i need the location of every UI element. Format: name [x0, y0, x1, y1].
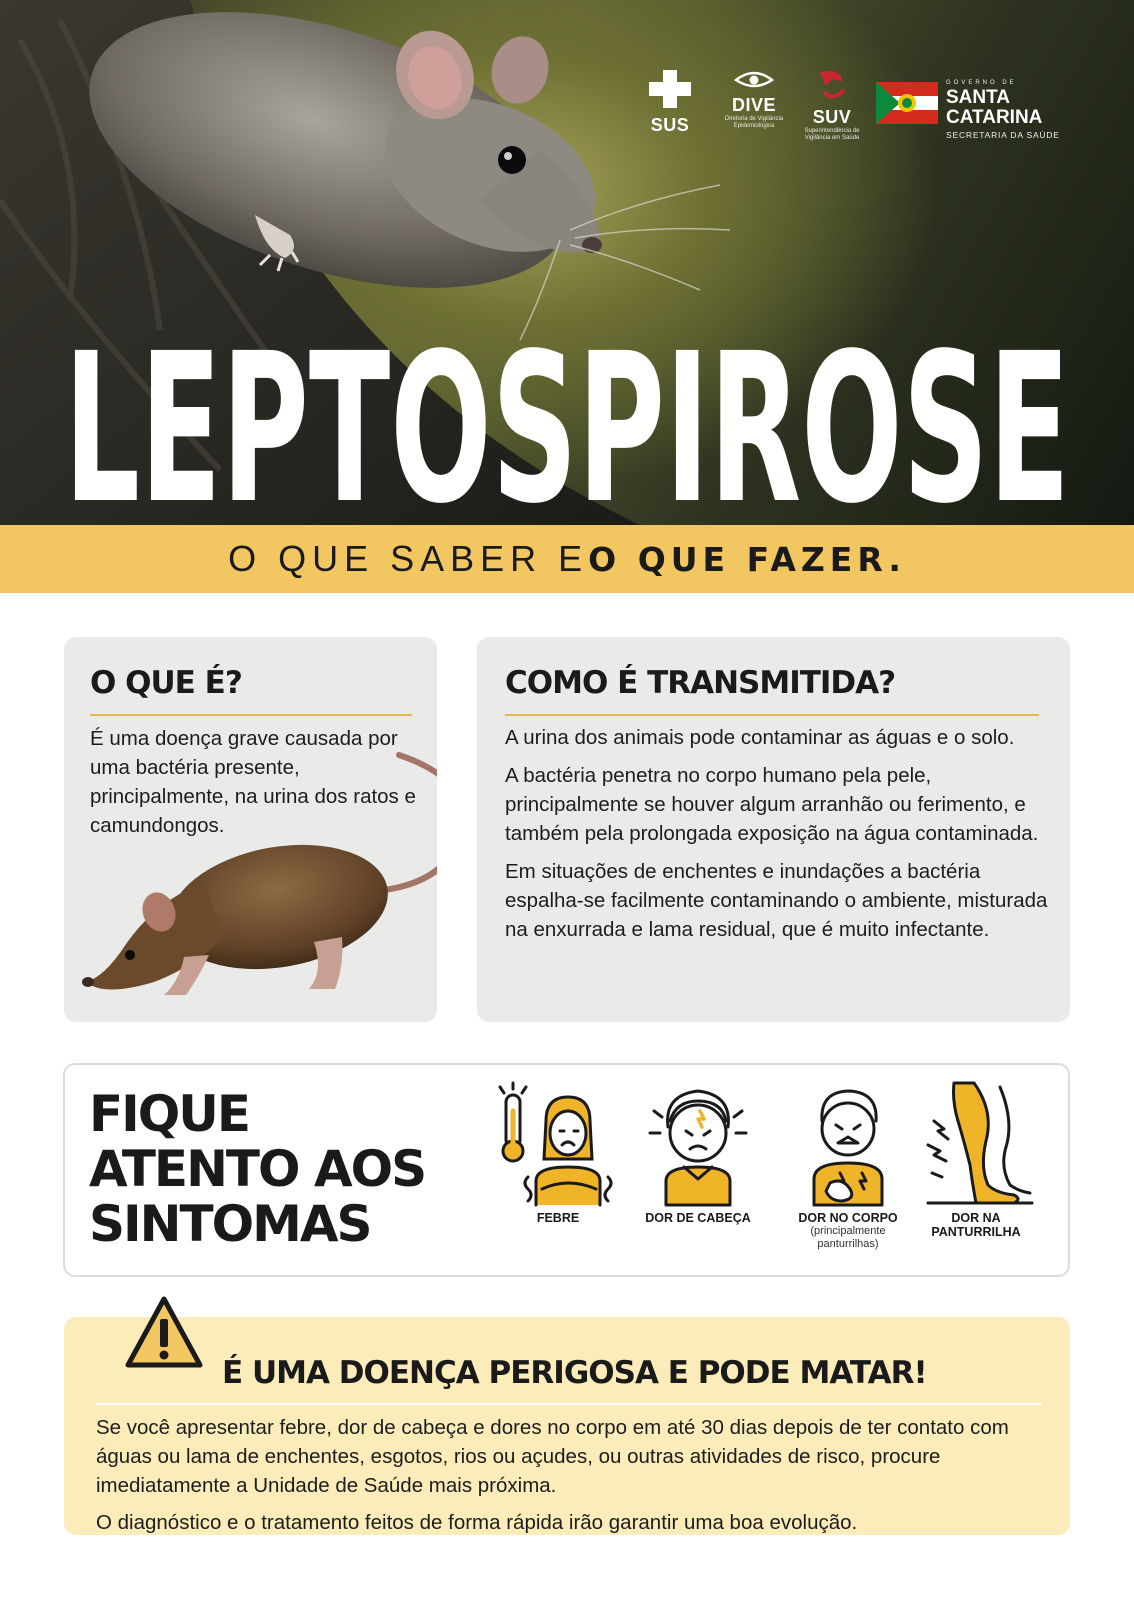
transmission-heading: COMO É TRANSMITIDA?	[505, 665, 896, 701]
symptoms-heading	[89, 1087, 425, 1252]
suv-subtitle: Superintendência de Vigilância em Saúde	[804, 128, 860, 141]
symptoms-heading-line3: SINTOMAS	[89, 1195, 371, 1253]
sus-cross-icon	[645, 68, 695, 110]
state-department: SECRETARIA DA SAÚDE	[946, 130, 1060, 140]
warning-divider	[96, 1403, 1042, 1405]
dive-logo	[714, 68, 794, 130]
calf-pain-icon	[914, 1081, 1038, 1207]
state-government-label: GOVERNO DE	[946, 80, 1017, 86]
hero	[0, 0, 1134, 525]
symptom-headache	[633, 1081, 763, 1225]
subtitle-regular: O QUE SABER E	[228, 538, 589, 579]
what-is-text: É uma doença grave causada por uma bactéria presente, principalmente, na urina dos ratos e camundongos.	[90, 727, 416, 837]
symptom-body-pain	[783, 1081, 913, 1251]
partner-logos	[640, 68, 1080, 150]
subtitle-bold: O QUE FAZER.	[588, 539, 906, 579]
eye-icon	[734, 68, 774, 90]
sus-label: SUS	[650, 115, 690, 135]
symptom-label: DOR DE CABEÇA	[645, 1211, 751, 1225]
symptoms-heading-line2-bold: AOS	[313, 1140, 426, 1198]
santa-catarina-flag-icon	[876, 82, 938, 124]
body-pain-icon	[786, 1081, 910, 1207]
page-title	[0, 304, 1134, 509]
what-is-divider	[90, 714, 412, 716]
suv-label: SUV	[812, 107, 852, 127]
dive-label: DIVE	[731, 95, 776, 115]
warning-panel	[64, 1317, 1070, 1535]
symptoms-heading-line1: FIQUE	[89, 1085, 250, 1143]
what-is-card	[64, 637, 437, 1022]
symptoms-panel	[63, 1063, 1070, 1277]
transmission-divider	[505, 714, 1039, 716]
transmission-paragraph: A urina dos animais pode contaminar as águas e o solo.	[505, 726, 1015, 749]
symptom-label: FEBRE	[536, 1211, 580, 1225]
transmission-paragraph: Em situações de enchentes e inundações a bactéria espalha-se facilmente contaminando o ambiente, misturada na enxurrada e lama residual, que é muito infectante.	[505, 860, 1048, 941]
dive-subtitle: Diretoria de Vigilância Epidemiológica	[724, 116, 784, 129]
symptom-calf-pain	[911, 1081, 1041, 1239]
subtitle-banner	[0, 525, 1134, 593]
warning-paragraph: Se você apresentar febre, dor de cabeça e dores no corpo em até 30 dias depois de ter contato com águas ou lama de enchentes, esgotos, rios ou açudes, ou outras atividades de risco, procure imediatamente a Unidade de Saúde mais próxima.	[96, 1416, 1009, 1497]
symptom-fever	[493, 1081, 623, 1225]
transmission-card	[477, 637, 1070, 1022]
symptoms-heading-line2: ATENTO	[89, 1140, 314, 1198]
suv-logo	[802, 68, 862, 142]
warning-heading: É UMA DOENÇA PERIGOSA E PODE MATAR!	[222, 1355, 927, 1391]
state-name-line1: SANTA	[946, 87, 1011, 108]
warning-paragraph: O diagnóstico e o tratamento feitos de forma rápida irão garantir uma boa evolução.	[96, 1511, 858, 1534]
symptom-note: (principalmente panturrilhas)	[810, 1225, 886, 1250]
state-name	[946, 88, 1042, 128]
symptom-label: DOR NA PANTURRILHA	[931, 1211, 1021, 1239]
sus-logo	[640, 68, 700, 136]
state-name-line2: CATARINA	[946, 107, 1043, 128]
symptom-label: DOR NO CORPO	[798, 1211, 898, 1225]
what-is-heading: O QUE É?	[90, 665, 242, 701]
fever-icon	[496, 1081, 620, 1207]
suv-swirl-icon	[812, 68, 852, 102]
warning-triangle-icon	[124, 1295, 204, 1369]
transmission-paragraph: A bactéria penetra no corpo humano pela pele, principalmente se houver algum arranhão ou ferimento, e também pela prolongada exposição na água contaminada.	[505, 764, 1039, 845]
headache-icon	[636, 1081, 760, 1207]
page-title-text: LEPTOSPIROSE	[64, 309, 1070, 509]
